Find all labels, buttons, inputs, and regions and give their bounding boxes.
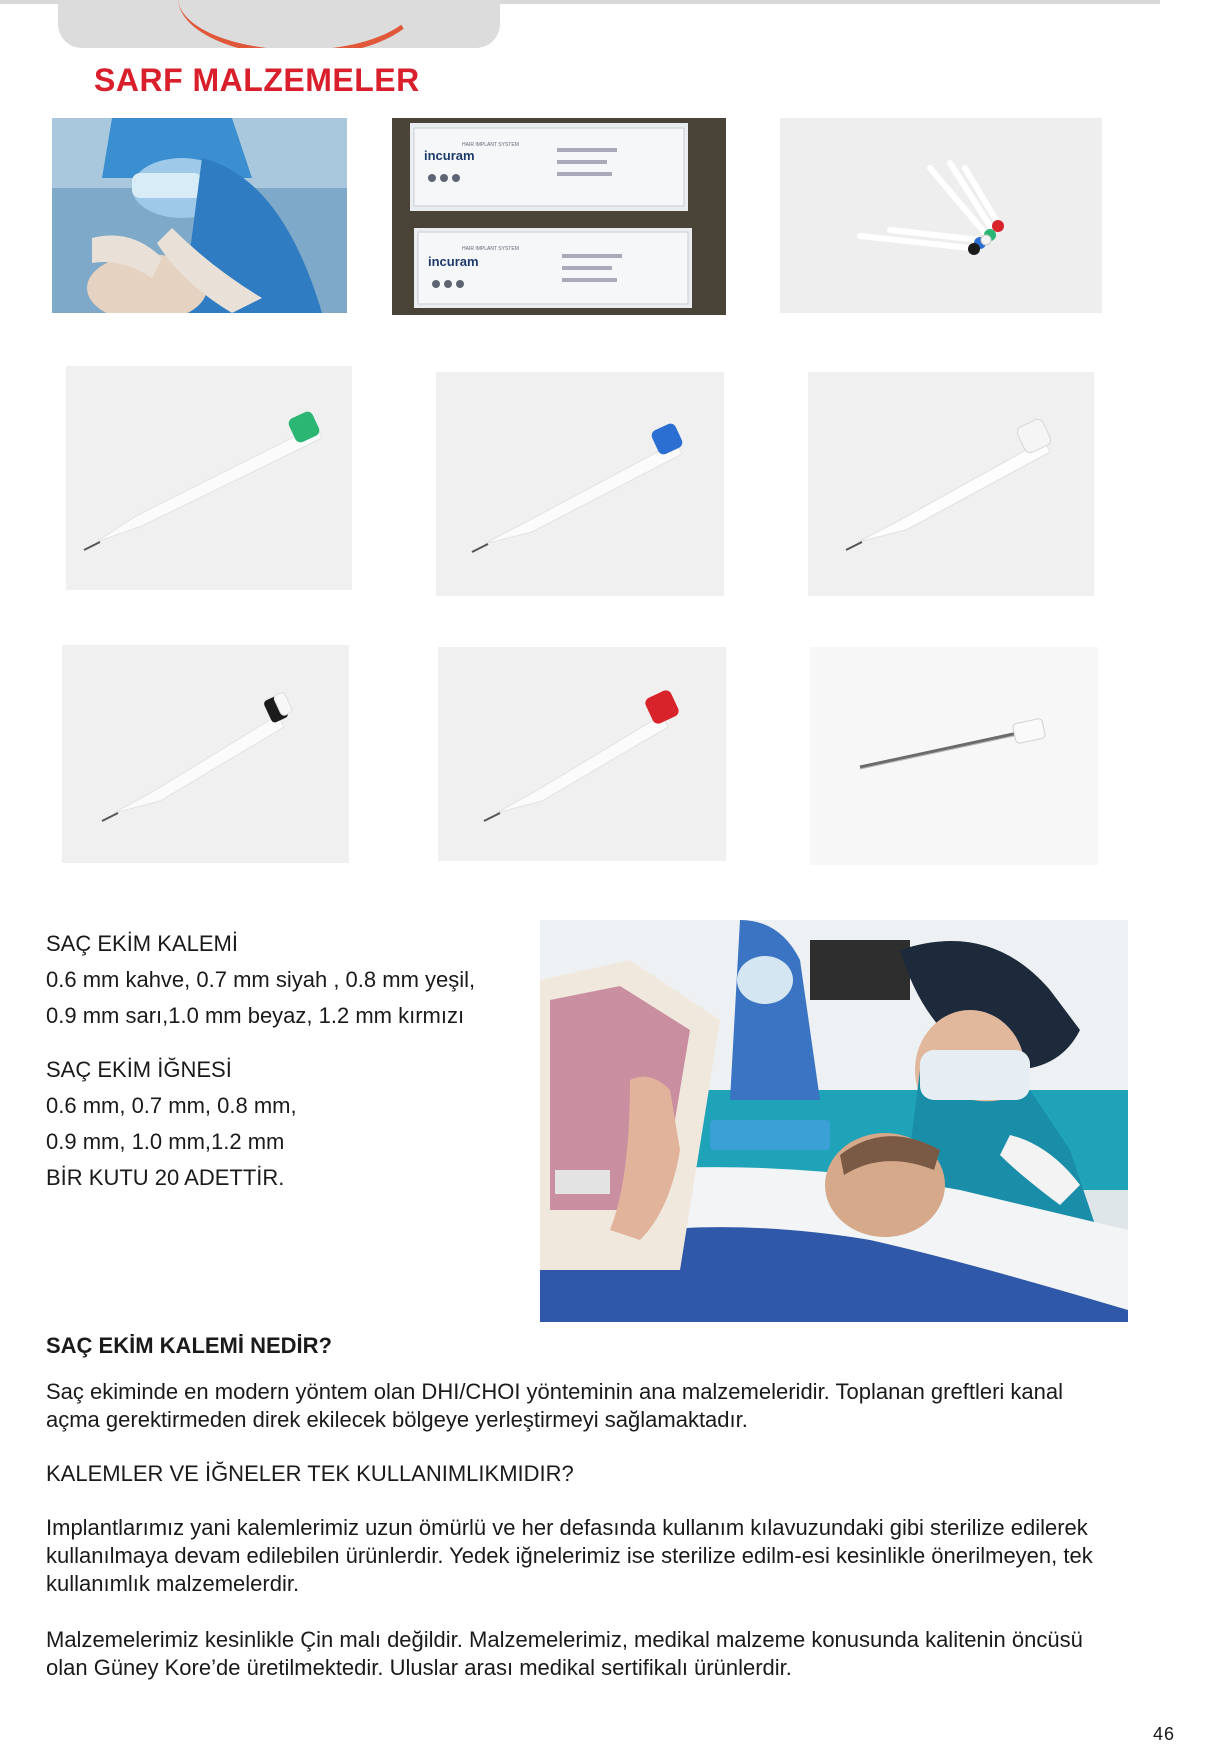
what-paragraph: Saç ekiminde en modern yöntem olan DHI/CHOI yönteminin ana malzemeleridir. Toplanan greftleri kanal açma gerektirmeden direk ekilecek bölgeye yerleştirmeyi sağlamaktadır. [46,1379,1063,1432]
package-brand-bottom: incuram [428,254,479,269]
clinic-photo [540,920,1128,1322]
pen-red-photo [438,647,726,861]
needle-specs [46,1052,566,1196]
single-use-heading: KALEMLER VE İĞNELER TEK KULLANIMLIKMIDIR? [46,1461,574,1486]
pen-specs [46,926,566,1034]
needle-spec-line2: 0.9 mm, 1.0 mm,1.2 mm [46,1129,285,1154]
packages-photo [392,118,726,315]
pen-spec-line2: 0.9 mm sarı,1.0 mm beyaz, 1.2 mm kırmızı [46,1003,465,1028]
what-heading: SAÇ EKİM KALEMİ NEDİR? [46,1333,332,1358]
surgeon-photo [52,118,347,313]
needle-spec-line1: 0.6 mm, 0.7 mm, 0.8 mm, [46,1093,297,1118]
pen-black-photo [62,645,349,863]
package-label-top: HAIR IMPLANT SYSTEM [462,142,519,148]
page-title: SARF MALZEMELER [94,62,420,98]
package-label-bottom: HAIR IMPLANT SYSTEM [462,246,519,252]
pen-green-photo [66,366,352,590]
pen-spec-title: SAÇ EKİM KALEMİ [46,931,238,956]
header-accent-swoosh [178,0,422,48]
page-number: 46 [1152,1724,1175,1744]
header-tab [58,0,500,48]
pens-group-photo [780,118,1102,313]
pen-white-photo [808,372,1094,596]
single-use-paragraph: Implantlarımız yani kalemlerimiz uzun ömürlü ve her defasında kullanım kılavuzundaki gibi sterilize edilerek kullanılmaya devam edilebilen ürünlerdir. Yedek iğnelerimiz ise sterilize edilm-esi kesinlikle önerilmeyen, tek kullanımlık malzemelerdir. [46,1515,1093,1596]
package-brand-top: incuram [424,148,475,163]
needle-photo [810,647,1098,865]
pen-blue-photo [436,372,724,596]
box-note: BİR KUTU 20 ADETTİR. [46,1165,285,1190]
origin-paragraph: Malzemelerimiz kesinlikle Çin malı değildir. Malzemelerimiz, medikal malzeme konusunda kalitenin öncüsü olan Güney Kore’de üretilmektedir. Uluslar arası medikal sertifikalı ürünlerdir. [46,1627,1083,1680]
pen-spec-line1: 0.6 mm kahve, 0.7 mm siyah , 0.8 mm yeşil, [46,967,476,992]
needle-spec-title: SAÇ EKİM İĞNESİ [46,1057,232,1082]
